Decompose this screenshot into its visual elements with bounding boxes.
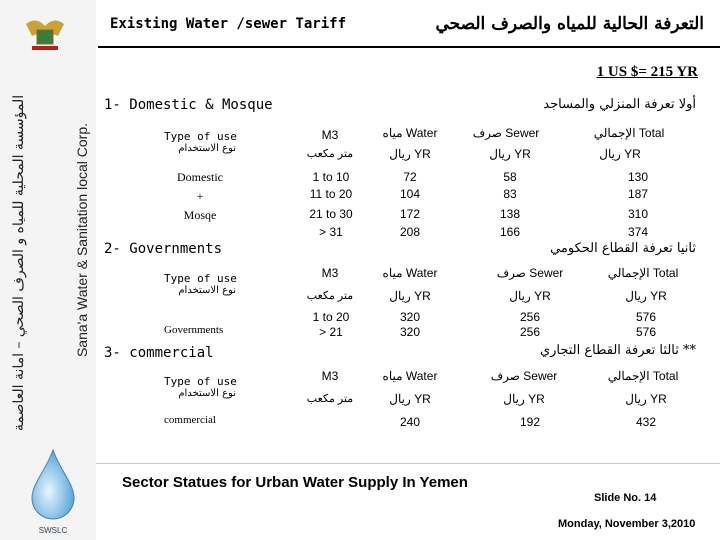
col-sewer: صرف Sewer	[490, 369, 558, 383]
col-m3-arabic: متر مكعب	[306, 290, 354, 302]
col-m3-arabic: متر مكعب	[306, 148, 354, 160]
commercial-section-title-arabic: ** ثالثا تعرفة القطاع التجاري	[539, 343, 696, 358]
table-cell-sewer: 58	[503, 170, 517, 184]
col-sewer: صرف Sewer	[496, 266, 564, 280]
table-cell-sewer: 256	[519, 310, 541, 324]
col-total-unit: ريال YR	[625, 392, 667, 406]
table-cell-sewer: 166	[499, 225, 521, 239]
domestic-section-title-arabic: أولا تعرفة المنزلي والمساجد	[543, 97, 696, 112]
governments-section-title: 2- Governments	[104, 241, 223, 257]
footer-divider	[96, 463, 720, 464]
col-water-unit: ريال YR	[389, 289, 431, 303]
table-cell-sewer: 192	[519, 415, 541, 429]
col-m3: M3	[321, 369, 339, 383]
type-label: Type of use	[164, 272, 237, 285]
logo-caption: SWSLC	[38, 526, 68, 535]
table-cell-total: 576	[635, 325, 657, 339]
commercial-type-value: commercial	[164, 414, 216, 426]
col-water: مياه Water	[382, 266, 438, 280]
domestic-type-value: Domestic + Mosqe	[177, 170, 223, 222]
table-cell-water: 72	[403, 170, 417, 184]
col-water: مياه Water	[382, 369, 438, 383]
exchange-rate: 1 US $= 215 YR	[596, 64, 698, 80]
table-cell-sewer: 138	[499, 207, 521, 221]
table-cell-total: 576	[635, 310, 657, 324]
table-cell-m3: > 21	[319, 325, 343, 339]
col-total: الإجمالي Total	[607, 266, 679, 280]
table-cell-total: 374	[627, 225, 649, 239]
table-cell-water: 240	[399, 415, 421, 429]
col-m3: M3	[321, 128, 339, 142]
title-divider	[98, 46, 720, 48]
table-cell-water: 320	[399, 325, 421, 339]
table-cell-total: 130	[627, 170, 649, 184]
col-total-unit: ريال YR	[625, 289, 667, 303]
col-sewer: صرف Sewer	[472, 126, 540, 140]
col-total: الإجمالي Total	[593, 126, 665, 140]
org-name-english: Sana'a Water & Sanitation local Corp.	[74, 122, 90, 358]
domestic-type-header	[164, 130, 260, 154]
type-label-arabic: نوع الاستخدام	[178, 388, 236, 399]
col-m3: M3	[321, 266, 339, 280]
type-label: Type of use	[164, 130, 237, 143]
col-m3-arabic: متر مكعب	[306, 393, 354, 405]
table-cell-m3: 11 to 20	[309, 187, 353, 201]
col-total-unit: ريال YR	[599, 147, 641, 161]
commercial-type-header	[164, 375, 260, 399]
table-cell-water: 320	[399, 310, 421, 324]
governments-type-header	[164, 272, 260, 296]
table-cell-sewer: 256	[519, 325, 541, 339]
type-label-arabic: نوع الاستخدام	[178, 285, 236, 296]
col-water-unit: ريال YR	[389, 392, 431, 406]
col-sewer-unit: ريال YR	[509, 289, 551, 303]
table-cell-water: 208	[399, 225, 421, 239]
page-title-arabic: التعرفة الحالية للمياه والصرف الصحي	[435, 14, 704, 34]
domestic-section-title: 1- Domestic & Mosque	[104, 97, 273, 113]
slide-date: Monday, November 3,2010	[558, 518, 696, 530]
col-water: مياه Water	[382, 126, 438, 140]
sidebar	[0, 0, 96, 540]
type-label-arabic: نوع الاستخدام	[178, 143, 236, 154]
governments-section-title-arabic: ثانيا تعرفة القطاع الحكومي	[550, 241, 696, 256]
col-total: الإجمالي Total	[607, 369, 679, 383]
table-cell-water: 104	[399, 187, 421, 201]
water-drop-logo-icon	[30, 448, 76, 520]
table-cell-total: 187	[627, 187, 649, 201]
table-cell-m3: 1 to 10	[312, 170, 350, 184]
type-label: Type of use	[164, 375, 237, 388]
table-cell-m3: 1 to 20	[312, 310, 350, 324]
col-sewer-unit: ريال YR	[489, 147, 531, 161]
commercial-section-title: 3- commercial	[104, 345, 214, 361]
col-water-unit: ريال YR	[389, 147, 431, 161]
table-cell-sewer: 83	[503, 187, 517, 201]
slide-number: Slide No. 14	[594, 492, 657, 504]
governments-type-value: Governments	[164, 324, 224, 336]
footer-title: Sector Statues for Urban Water Supply In Yemen	[122, 474, 468, 491]
org-name-arabic: المؤسسة المحلية للمياه و الصرف الصحي – امانة العاصمة	[11, 94, 27, 432]
table-cell-total: 310	[627, 207, 649, 221]
page-title-english: Existing Water /sewer Tariff	[110, 16, 347, 32]
national-emblem-icon	[22, 14, 68, 54]
table-cell-m3: > 31	[319, 225, 343, 239]
table-cell-m3: 21 to 30	[309, 207, 353, 221]
table-cell-water: 172	[399, 207, 421, 221]
table-cell-total: 432	[635, 415, 657, 429]
col-sewer-unit: ريال YR	[503, 392, 545, 406]
